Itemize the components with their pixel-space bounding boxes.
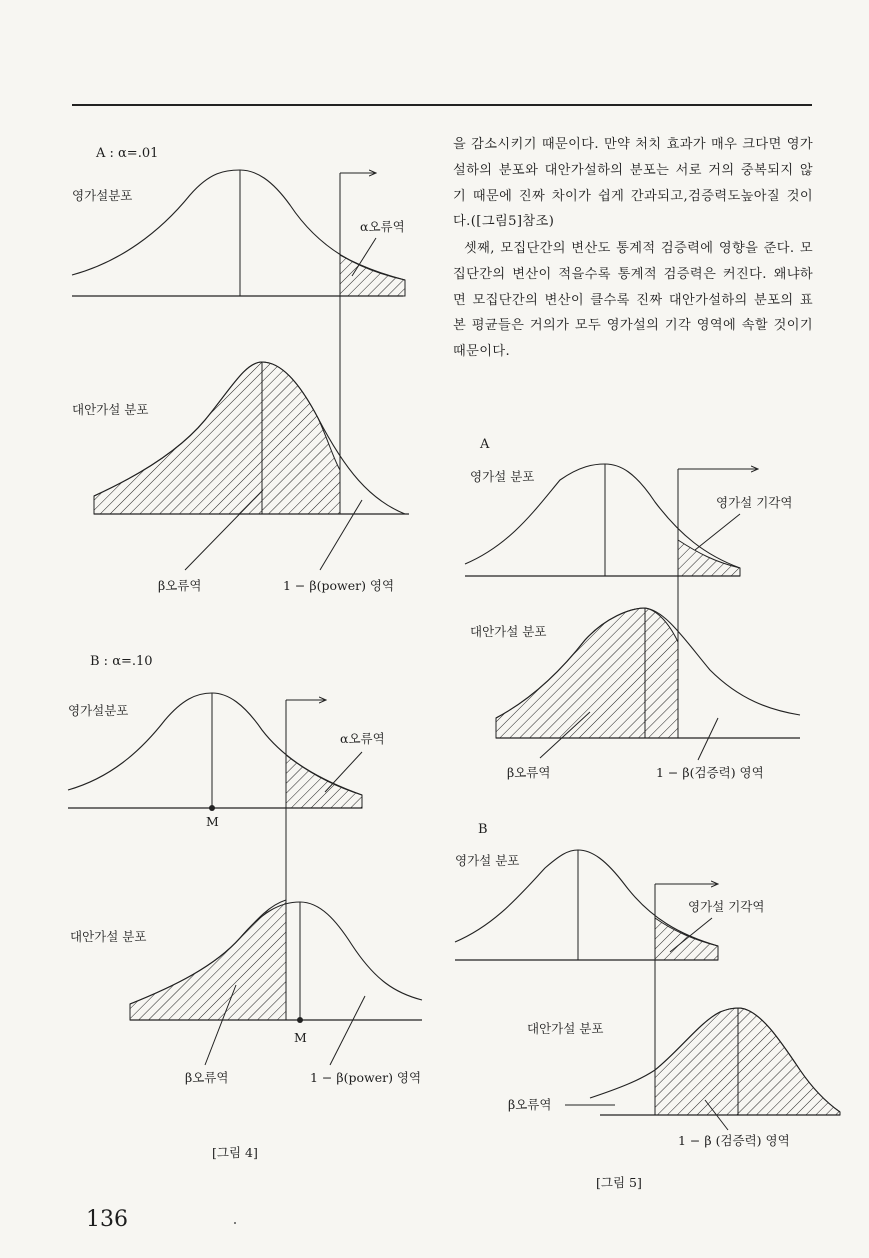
panel-title: B xyxy=(478,822,488,837)
figure-5-panel-b xyxy=(455,822,840,1148)
null-distribution-label: 영가설분포 xyxy=(68,703,129,718)
body-paragraph-1: 을 감소시키기 때문이다. 만약 처치 효과가 매우 크다면 영가설하의 분포와 대안가설하의 분포는 서로 거의 중복되지 않기 때문에 진짜 차이가 쉽게 간과되고,검증력도높아질 것이다.([그림5]참조) xyxy=(453,137,813,230)
beta-error-label: β오류역 xyxy=(508,1097,552,1112)
figure-5-panel-a xyxy=(465,437,800,780)
alpha-error-label: α오류역 xyxy=(340,731,385,746)
scan-speck xyxy=(234,1222,236,1224)
panel-title: A xyxy=(480,437,490,452)
figure-4-caption: [그림 4] xyxy=(212,1145,258,1160)
figure-4-panel-a xyxy=(72,146,409,593)
alpha-region xyxy=(340,255,405,296)
alpha-region xyxy=(286,755,362,808)
power-region-label: 1 − β (검증력) 영역 xyxy=(678,1133,790,1148)
panel-title: B : α=.10 xyxy=(90,654,153,669)
power-leader-line xyxy=(698,718,718,760)
power-region-label: 1 − β(검증력) 영역 xyxy=(656,765,764,780)
panel-title: A : α=.01 xyxy=(96,146,159,161)
rejection-leader-line xyxy=(695,514,740,550)
power-region-label: 1 − β(power) 영역 xyxy=(310,1070,422,1085)
power-region xyxy=(655,1008,840,1115)
alternative-distribution-label: 대안가설 분포 xyxy=(527,1021,604,1036)
page-number: 136 xyxy=(86,1207,128,1232)
alternative-distribution-label: 대안가설 분포 xyxy=(70,929,147,944)
alternative-mean-label: M xyxy=(294,1030,307,1045)
null-mean-label: M xyxy=(206,814,219,829)
rejection-region xyxy=(655,918,718,960)
null-distribution-label: 영가설 분포 xyxy=(455,853,520,868)
body-paragraph-2: 셋째, 모집단간의 변산도 통계적 검증력에 영향을 준다. 모집단간의 변산이 적을수록 통계적 검증력은 커진다. 왜냐하면 모집단간의 변산이 클수록 진짜 대안가설하의 분포의 표본 평균들은 거의가 모두 영가설의 기각 영역에 속할 것이기 때문이다. xyxy=(453,241,813,360)
figure-5 xyxy=(455,437,840,1190)
beta-region xyxy=(130,900,286,1020)
figure-4-panel-b xyxy=(68,654,422,1085)
alternative-distribution-label: 대안가설 분포 xyxy=(470,624,547,639)
alpha-error-label: α오류역 xyxy=(360,219,405,234)
alternative-distribution-label: 대안가설 분포 xyxy=(72,402,149,417)
beta-error-label: β오류역 xyxy=(507,765,551,780)
beta-error-label: β오류역 xyxy=(158,578,202,593)
power-region-label: 1 − β(power) 영역 xyxy=(283,578,395,593)
power-leader-line xyxy=(330,996,365,1065)
figure-4 xyxy=(68,146,422,1160)
beta-region xyxy=(94,362,340,514)
figure-5-caption: [그림 5] xyxy=(596,1175,642,1190)
rejection-region-label: 영가설 기각역 xyxy=(688,899,765,914)
null-distribution-label: 영가설 분포 xyxy=(470,469,535,484)
rejection-region-label: 영가설 기각역 xyxy=(716,495,793,510)
beta-error-label: β오류역 xyxy=(185,1070,229,1085)
null-distribution-label: 영가설분포 xyxy=(72,188,133,203)
rejection-region xyxy=(678,540,740,576)
